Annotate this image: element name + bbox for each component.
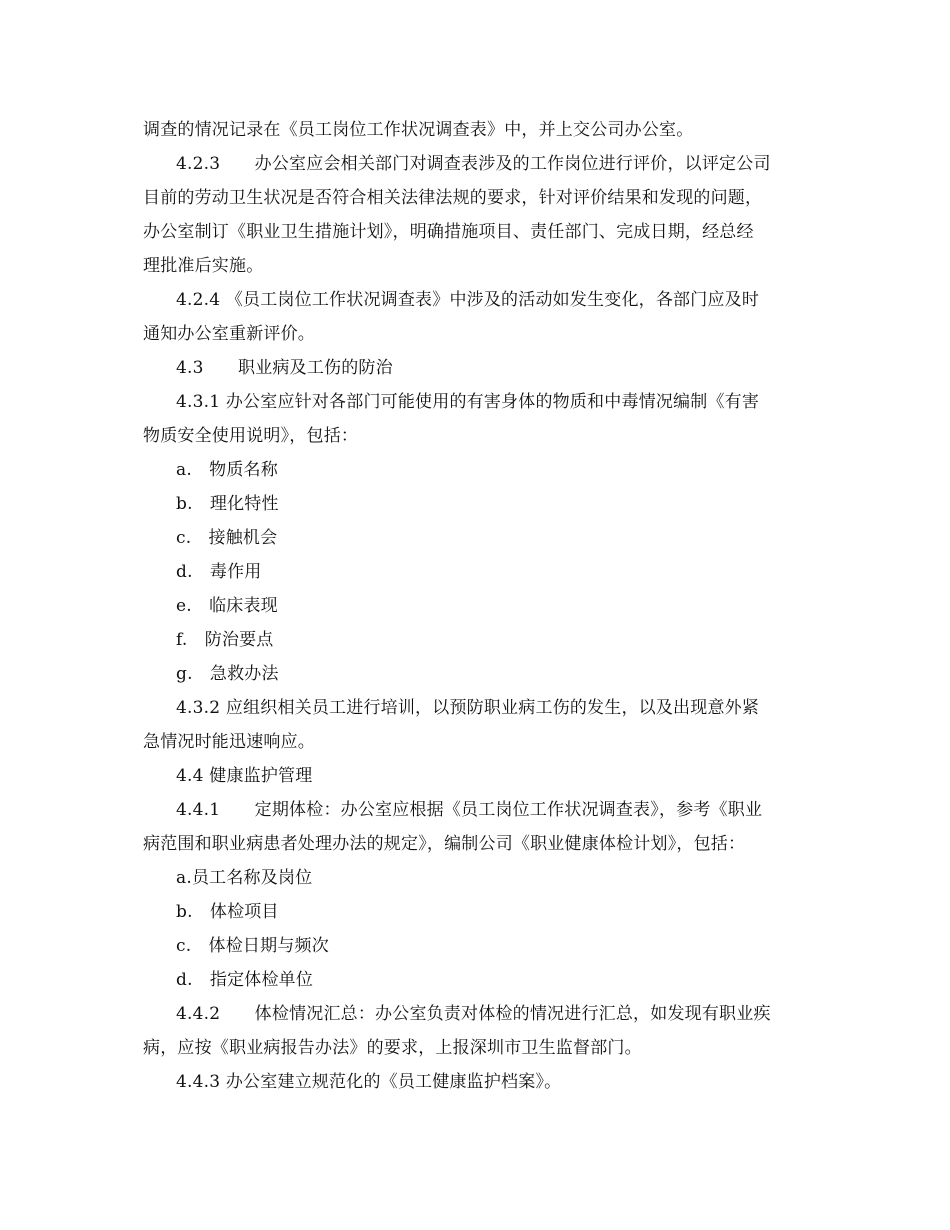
list-item: b. 理化特性 [176, 494, 279, 514]
text-line: 目前的劳动卫生状况是否符合相关法律法规的要求，针对评价结果和发现的问题， [143, 188, 763, 208]
text-line: 调查的情况记录在《员工岗位工作状况调查表》中，并上交公司办公室。 [143, 120, 694, 140]
text-line: 4.3.1 办公室应针对各部门可能使用的有害身体的物质和中毒情况编制《有害 [176, 392, 760, 412]
text-line: 4.2.3 办公室应会相关部门对调查表涉及的工作岗位进行评价，以评定公司 [176, 154, 771, 174]
list-item: e. 临床表现 [176, 596, 278, 616]
list-item: f. 防治要点 [176, 630, 274, 650]
text-line: 4.3.2 应组织相关员工进行培训，以预防职业病工伤的发生，以及出现意外紧 [176, 698, 760, 718]
list-item: d. 指定体检单位 [176, 970, 314, 990]
text-line: 通知办公室重新评价。 [143, 324, 315, 344]
section-heading: 4.4 健康监护管理 [176, 766, 313, 786]
text-line: 4.4.3 办公室建立规范化的《员工健康监护档案》。 [176, 1072, 562, 1092]
list-item: a.员工名称及岗位 [176, 868, 313, 888]
text-line: 病范围和职业病患者处理办法的规定》，编制公司《职业健康体检计划》，包括： [143, 834, 746, 854]
text-line: 病，应按《职业病报告办法》的要求，上报深圳市卫生监督部门。 [143, 1038, 642, 1058]
text-line: 理批准后实施。 [143, 256, 264, 276]
list-item: b. 体检项目 [176, 902, 279, 922]
list-item: c. 接触机会 [176, 528, 278, 548]
list-item: d. 毒作用 [176, 562, 262, 582]
text-line: 4.4.1 定期体检：办公室应根据《员工岗位工作状况调查表》，参考《职业 [176, 800, 763, 820]
text-line: 办公室制订《职业卫生措施计划》，明确措施项目、责任部门、完成日期，经总经 [143, 222, 754, 242]
text-line: 急情况时能迅速响应。 [143, 732, 315, 752]
text-line: 物质安全使用说明》，包括： [143, 426, 359, 446]
text-line: 4.4.2 体检情况汇总：办公室负责对体检的情况进行汇总，如发现有职业疾 [176, 1004, 771, 1024]
section-heading: 4.3 职业病及工伤的防治 [176, 358, 393, 378]
list-item: g. 急救办法 [176, 664, 279, 684]
list-item: c. 体检日期与频次 [176, 936, 329, 956]
text-line: 4.2.4 《员工岗位工作状况调查表》中涉及的活动如发生变化，各部门应及时 [176, 290, 760, 310]
list-item: a. 物质名称 [176, 460, 278, 480]
